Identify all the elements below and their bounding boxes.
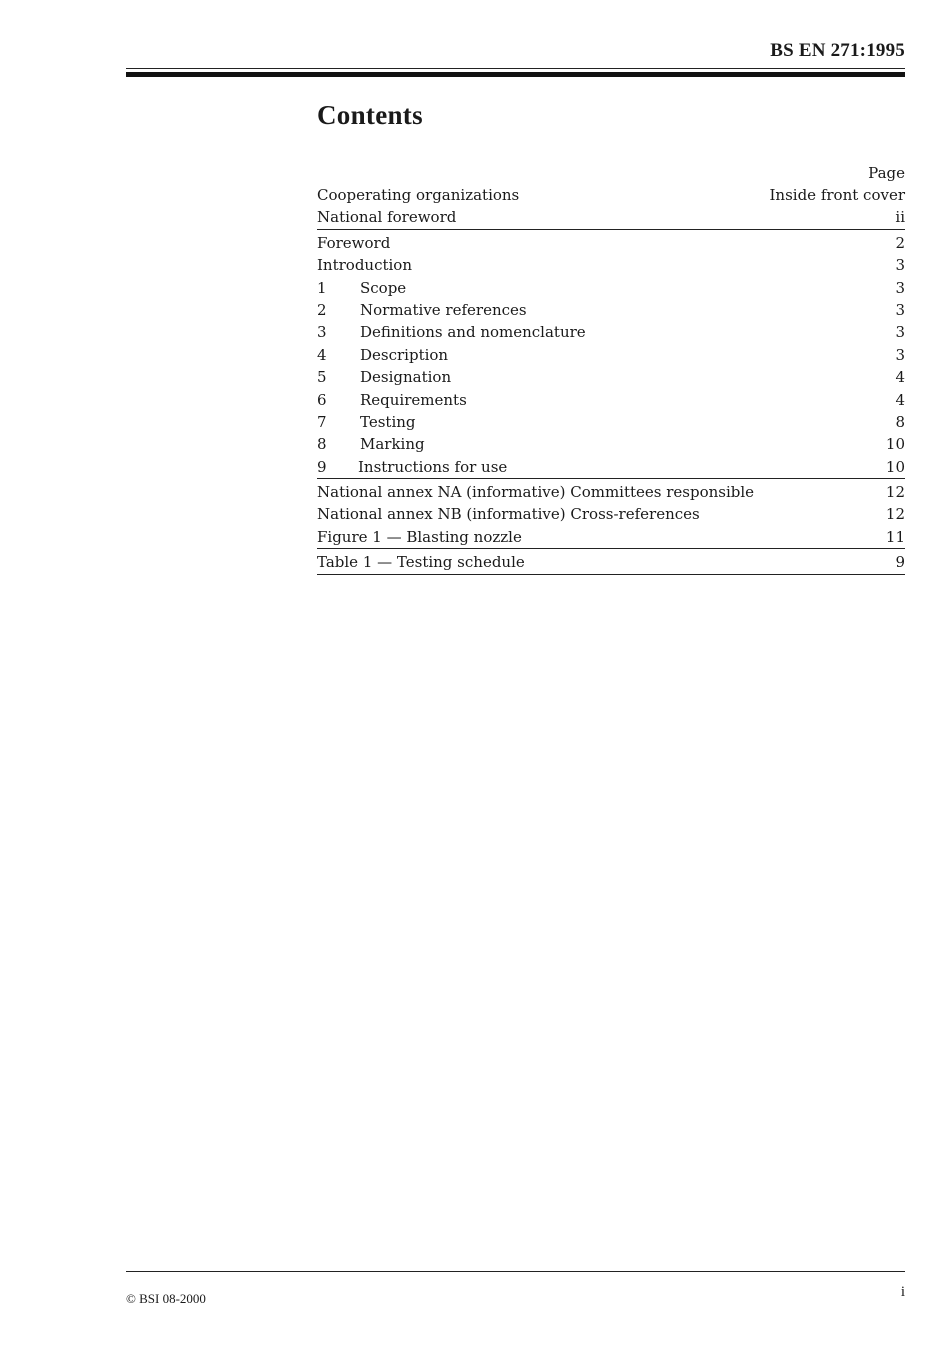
toc-entry-description[interactable] (317, 344, 905, 366)
section-number: 5 (317, 368, 327, 387)
copyright-notice: © BSI 08-2000 (126, 1291, 206, 1306)
section-number: 7 (317, 412, 327, 431)
toc-entry-designation[interactable] (317, 366, 905, 388)
toc-entry-page: 10 (885, 457, 905, 476)
toc-entry-page: 2 (895, 233, 905, 252)
toc-entry-page: 3 (895, 300, 905, 319)
page-number: i (900, 1284, 905, 1300)
section-number: 2 (317, 300, 327, 319)
toc-entry-requirements[interactable] (317, 389, 905, 411)
toc-entry-table-1[interactable] (317, 551, 905, 574)
toc-entry-page: 3 (895, 323, 905, 342)
toc-entry-page: 10 (885, 435, 905, 454)
toc-entry-figure-1[interactable] (317, 526, 905, 549)
toc-entry-label: Cooperating organizations (317, 186, 520, 204)
toc-entry-label: Figure 1 — Blasting nozzle (317, 527, 522, 546)
table-of-contents (317, 162, 905, 575)
toc-entry-scope[interactable] (317, 277, 905, 299)
toc-entry-page: 3 (895, 278, 905, 297)
toc-entry-label: Requirements (360, 390, 467, 409)
toc-entry-page: 8 (895, 412, 905, 431)
section-number: 1 (317, 278, 327, 297)
toc-entry-page: 12 (885, 483, 905, 502)
toc-entry-label: Instructions for use (358, 457, 508, 476)
toc-entry-page: 9 (895, 553, 905, 572)
toc-entry-national-foreword[interactable] (317, 206, 905, 229)
toc-entry-label: Definitions and nomenclature (360, 323, 586, 342)
header-rule-thick (126, 72, 905, 77)
toc-entry-instructions-for-use[interactable] (317, 456, 905, 479)
toc-entry-page: ii (895, 208, 905, 227)
toc-entry-foreword[interactable] (317, 232, 905, 254)
footer-rule (126, 1271, 905, 1272)
toc-entry-page: 12 (885, 505, 905, 524)
toc-entry-page: Inside front cover (769, 186, 905, 204)
toc-entry-page: 3 (895, 256, 905, 275)
toc-entry-label: Introduction (317, 256, 412, 275)
toc-entry-definitions[interactable] (317, 321, 905, 343)
toc-entry-page: 4 (895, 368, 905, 387)
toc-entry-label: Marking (360, 435, 425, 454)
toc-entry-annex-na[interactable] (317, 481, 905, 503)
toc-entry-label: Normative references (360, 300, 527, 319)
section-number: 4 (317, 345, 327, 364)
toc-entry-label: National annex NB (informative) Cross-references (317, 505, 700, 524)
toc-entry-label: National annex NA (informative) Committees responsible (317, 483, 755, 502)
toc-entry-page: 4 (895, 390, 905, 409)
toc-entry-cooperating-organizations[interactable] (317, 184, 905, 206)
toc-entry-label: Designation (360, 368, 452, 387)
section-number: 8 (317, 435, 327, 454)
header-rule-thin (126, 68, 905, 69)
toc-entry-label: Table 1 — Testing schedule (317, 553, 525, 572)
document-id: BS EN 271:1995 (770, 40, 905, 61)
section-number: 9 (317, 457, 327, 476)
toc-entry-marking[interactable] (317, 433, 905, 455)
toc-entry-page: 11 (885, 527, 905, 546)
page-column-heading: Page (868, 164, 905, 182)
toc-entry-label: Scope (360, 278, 407, 297)
toc-entry-label: National foreword (317, 208, 457, 227)
toc-entry-normative-references[interactable] (317, 299, 905, 321)
page-title: Contents (317, 100, 423, 130)
toc-entry-introduction[interactable] (317, 254, 905, 276)
toc-entry-testing[interactable] (317, 411, 905, 433)
section-number: 3 (317, 323, 327, 342)
toc-entry-annex-nb[interactable] (317, 503, 905, 525)
toc-entry-label: Foreword (317, 233, 391, 252)
toc-entry-label: Description (360, 345, 449, 364)
section-number: 6 (317, 390, 327, 409)
toc-entry-page: 3 (895, 345, 905, 364)
toc-entry-label: Testing (360, 412, 416, 431)
